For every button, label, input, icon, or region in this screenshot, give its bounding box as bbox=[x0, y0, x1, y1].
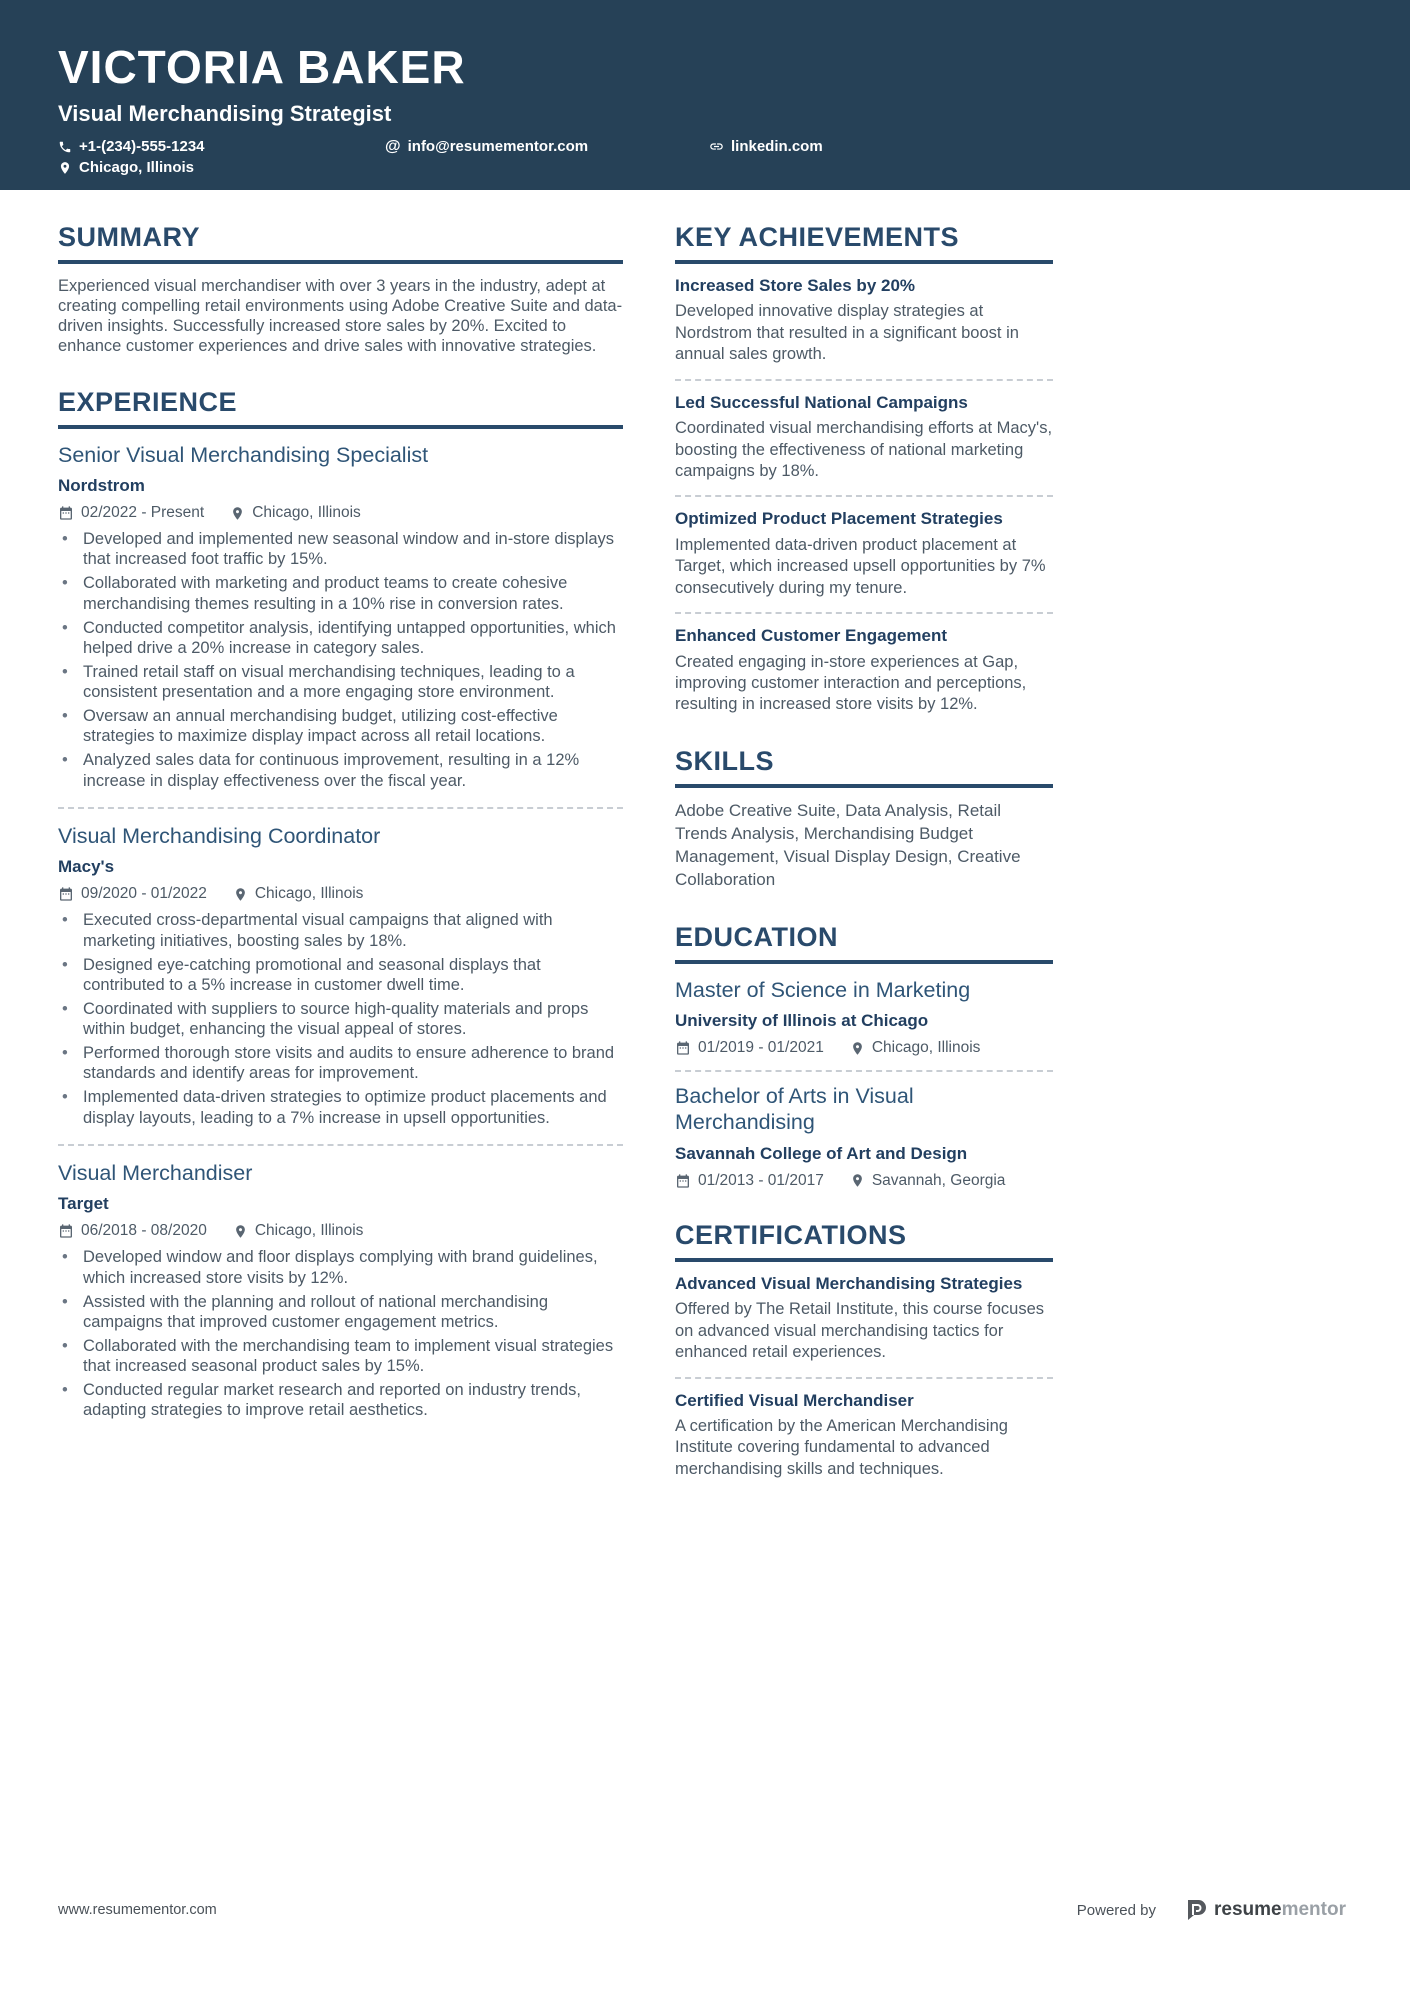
job-meta bbox=[58, 885, 623, 903]
job-title: Visual Merchandising Coordinator bbox=[58, 823, 381, 848]
education-dates-text: 01/2013 - 01/2017 bbox=[698, 1171, 824, 1189]
left-column bbox=[58, 222, 623, 1510]
job-location-text: Chicago, Illinois bbox=[252, 504, 361, 522]
job-bullets bbox=[58, 1247, 623, 1420]
job-bullet: • Implemented data-driven strategies to optimize product placements and display layouts, leading to a 7% increase in upsell opportunities. bbox=[58, 1087, 623, 1127]
calendar-icon bbox=[58, 1223, 74, 1239]
achievement-title: Increased Store Sales by 20% bbox=[675, 276, 916, 295]
calendar-icon bbox=[58, 505, 74, 521]
location-pin-icon bbox=[850, 1041, 865, 1056]
education-location-text: Savannah, Georgia bbox=[871, 1171, 1006, 1189]
job-location bbox=[233, 885, 364, 903]
job-dates bbox=[58, 504, 204, 522]
education-heading: EDUCATION bbox=[675, 922, 1053, 964]
certification-item bbox=[675, 1274, 1053, 1364]
job-bullet: • Coordinated with suppliers to source high-quality materials and props within budget, enhancing the visual appeal of stores. bbox=[58, 999, 623, 1039]
job-dates bbox=[58, 885, 207, 903]
candidate-name: VICTORIA BAKER bbox=[58, 41, 466, 93]
divider bbox=[675, 612, 1053, 614]
powered-by-group bbox=[1077, 1898, 1346, 1922]
certifications-heading: CERTIFICATIONS bbox=[675, 1220, 1053, 1262]
at-icon: @ bbox=[385, 137, 401, 155]
achievement-item bbox=[675, 276, 1053, 366]
job-bullet: • Analyzed sales data for continuous improvement, resulting in a 12% increase in display effectiveness over the fiscal year. bbox=[58, 750, 623, 790]
experience-section bbox=[58, 387, 623, 1421]
footer-site-link[interactable]: www.resumementor.com bbox=[58, 1902, 217, 1918]
location-text: Chicago, Illinois bbox=[79, 159, 195, 176]
resumementor-logo-icon bbox=[1184, 1898, 1208, 1922]
job-dates-text: 02/2022 - Present bbox=[81, 504, 205, 522]
job-title: Visual Merchandiser bbox=[58, 1160, 253, 1185]
achievement-item bbox=[675, 509, 1053, 599]
certification-title: Certified Visual Merchandiser bbox=[675, 1390, 914, 1410]
job-company: Macy's bbox=[58, 857, 115, 877]
education-dates-text: 01/2019 - 01/2021 bbox=[698, 1039, 824, 1057]
job-bullet: • Trained retail staff on visual merchandising techniques, leading to a consistent presentation and a more engaging store environment. bbox=[58, 662, 623, 702]
job-bullet: • Developed window and floor displays complying with brand guidelines, which increased store visits by 12%. bbox=[58, 1247, 623, 1287]
skills-list: Adobe Creative Suite, Data Analysis, Retail Trends Analysis, Merchandising Budget Management, Visual Display Design, Creative Collaboration bbox=[675, 800, 1021, 889]
job-bullet: • Collaborated with marketing and product teams to create cohesive merchandising themes resulting in a 10% rise in conversion rates. bbox=[58, 573, 623, 613]
job-bullet: • Executed cross-departmental visual campaigns that aligned with marketing initiatives, boosting sales by 18%. bbox=[58, 910, 623, 950]
job-location-text: Chicago, Illinois bbox=[254, 1222, 364, 1240]
linkedin-contact[interactable] bbox=[709, 136, 1410, 157]
resumementor-logo[interactable] bbox=[1184, 1898, 1346, 1922]
phone-contact bbox=[58, 136, 385, 157]
education-dates bbox=[675, 1172, 824, 1190]
achievement-title: Enhanced Customer Engagement bbox=[675, 626, 948, 646]
achievements-heading: KEY ACHIEVEMENTS bbox=[675, 222, 1053, 264]
education-item bbox=[675, 978, 1053, 1058]
location-pin-icon bbox=[230, 506, 245, 521]
certification-item bbox=[675, 1391, 1053, 1481]
job-bullet: • Designed eye-catching promotional and seasonal displays that contributed to a 5% increase in customer dwell time. bbox=[58, 955, 623, 995]
job-location bbox=[230, 504, 361, 522]
achievement-text: Created engaging in-store experiences at Gap, improving customer interaction and perceptions, resulting in increased store visits by 12%. bbox=[675, 652, 1027, 714]
divider bbox=[675, 1377, 1053, 1379]
header bbox=[0, 0, 1410, 190]
job-bullet: • Conducted competitor analysis, identifying untapped opportunities, which helped drive a 20% increase in category sales. bbox=[58, 618, 623, 658]
divider bbox=[58, 1144, 623, 1146]
location-pin-icon bbox=[233, 1224, 248, 1239]
job-meta bbox=[58, 1222, 623, 1240]
job-dates-text: 06/2018 - 08/2020 bbox=[81, 1222, 207, 1240]
job-title: Senior Visual Merchandising Specialist bbox=[58, 442, 429, 467]
divider bbox=[675, 379, 1053, 381]
divider bbox=[675, 495, 1053, 497]
link-icon bbox=[709, 139, 724, 154]
skills-heading: SKILLS bbox=[675, 746, 1053, 788]
achievement-title: Led Successful National Campaigns bbox=[675, 392, 968, 412]
achievement-title: Optimized Product Placement Strategies bbox=[675, 509, 1003, 529]
job-bullet: • Assisted with the planning and rollout of national merchandising campaigns that improved customer engagement metrics. bbox=[58, 1292, 623, 1332]
education-location bbox=[850, 1172, 1006, 1190]
job-bullet: • Performed thorough store visits and audits to ensure adherence to brand standards and identify areas for improvement. bbox=[58, 1043, 623, 1083]
calendar-icon bbox=[58, 886, 74, 902]
job-entry bbox=[58, 443, 623, 791]
divider bbox=[675, 1070, 1053, 1072]
main-content bbox=[0, 190, 1410, 1510]
certifications-section bbox=[675, 1220, 1053, 1480]
summary-heading: SUMMARY bbox=[58, 222, 623, 264]
powered-by-label: Powered by bbox=[1076, 1901, 1156, 1919]
candidate-title: Visual Merchandising Strategist bbox=[58, 101, 392, 126]
email-contact[interactable] bbox=[385, 136, 709, 157]
education-meta bbox=[675, 1172, 1053, 1190]
footer bbox=[0, 1898, 1410, 1922]
education-location-text: Chicago, Illinois bbox=[871, 1039, 981, 1057]
calendar-icon bbox=[675, 1173, 691, 1189]
location-pin-icon bbox=[850, 1173, 865, 1188]
job-company: Nordstrom bbox=[58, 476, 145, 496]
job-location-text: Chicago, Illinois bbox=[254, 885, 364, 903]
divider bbox=[58, 807, 623, 809]
achievement-text: Implemented data-driven product placement at Target, which increased upsell opportunities by 7% consecutively during my tenure. bbox=[675, 535, 1046, 597]
education-section bbox=[675, 922, 1053, 1190]
email-address[interactable]: info@resumementor.com bbox=[407, 138, 589, 155]
achievement-text: Developed innovative display strategies at Nordstrom that resulted in a significant boost in annual sales growth. bbox=[675, 302, 1019, 364]
job-location bbox=[233, 1222, 364, 1240]
logo-text-light: mentor bbox=[1281, 1899, 1346, 1920]
education-location bbox=[850, 1039, 981, 1057]
job-dates bbox=[58, 1222, 207, 1240]
job-bullet: • Developed and implemented new seasonal window and in-store displays that increased foot traffic by 15%. bbox=[58, 529, 623, 569]
school-name: University of Illinois at Chicago bbox=[675, 1011, 929, 1031]
certification-text: Offered by The Retail Institute, this course focuses on advanced visual merchandising tactics for enhanced retail experiences. bbox=[675, 1300, 1044, 1362]
achievements-section bbox=[675, 222, 1053, 716]
skills-section bbox=[675, 746, 1053, 892]
achievement-item bbox=[675, 626, 1053, 716]
achievement-item bbox=[675, 393, 1053, 483]
location-pin-icon bbox=[58, 161, 72, 175]
degree-title: Bachelor of Arts in Visual Merchandising bbox=[675, 1084, 914, 1135]
education-dates bbox=[675, 1039, 824, 1057]
job-meta bbox=[58, 504, 623, 522]
job-bullet: • Collaborated with the merchandising team to implement visual strategies that increased seasonal product sales by 15%. bbox=[58, 1336, 623, 1376]
logo-text-bold: resume bbox=[1213, 1899, 1282, 1920]
job-company: Target bbox=[58, 1194, 109, 1214]
job-bullet: • Conducted regular market research and reported on industry trends, adapting strategies to improve retail aesthetics. bbox=[58, 1380, 623, 1420]
contact-row bbox=[58, 136, 1410, 178]
certification-text: A certification by the American Merchandising Institute covering fundamental to advanced merchandising skills and techniques. bbox=[675, 1417, 1008, 1478]
degree-title: Master of Science in Marketing bbox=[675, 977, 971, 1002]
job-dates-text: 09/2020 - 01/2022 bbox=[81, 885, 207, 903]
education-meta bbox=[675, 1039, 1053, 1057]
job-bullet: • Oversaw an annual merchandising budget, utilizing cost-effective strategies to maximize display impact across all retail locations. bbox=[58, 706, 623, 746]
education-item bbox=[675, 1084, 1053, 1190]
calendar-icon bbox=[675, 1040, 691, 1056]
phone-icon bbox=[58, 140, 72, 154]
experience-heading: EXPERIENCE bbox=[58, 387, 623, 429]
right-column bbox=[675, 222, 1053, 1510]
summary-text: Experienced visual merchandiser with over 3 years in the industry, adept at creating compelling retail environments using Adobe Creative Suite and data-driven insights. Successfully increased store sales by 20%. Excited to enhance customer experiences and drive sales with innovative strategies. bbox=[58, 277, 623, 356]
achievement-text: Coordinated visual merchandising efforts at Macy's, boosting the effectiveness of national marketing campaigns by 18%. bbox=[675, 419, 1053, 480]
location-pin-icon bbox=[233, 887, 248, 902]
job-bullets bbox=[58, 910, 623, 1127]
school-name: Savannah College of Art and Design bbox=[675, 1143, 968, 1163]
phone-number: +1-(234)-555-1234 bbox=[79, 138, 205, 155]
job-entry bbox=[58, 824, 623, 1128]
linkedin-url[interactable]: linkedin.com bbox=[731, 138, 823, 155]
summary-section bbox=[58, 222, 623, 357]
certification-title: Advanced Visual Merchandising Strategies bbox=[675, 1273, 1023, 1293]
job-bullets bbox=[58, 529, 623, 791]
location-contact bbox=[58, 157, 385, 178]
job-entry bbox=[58, 1161, 623, 1421]
